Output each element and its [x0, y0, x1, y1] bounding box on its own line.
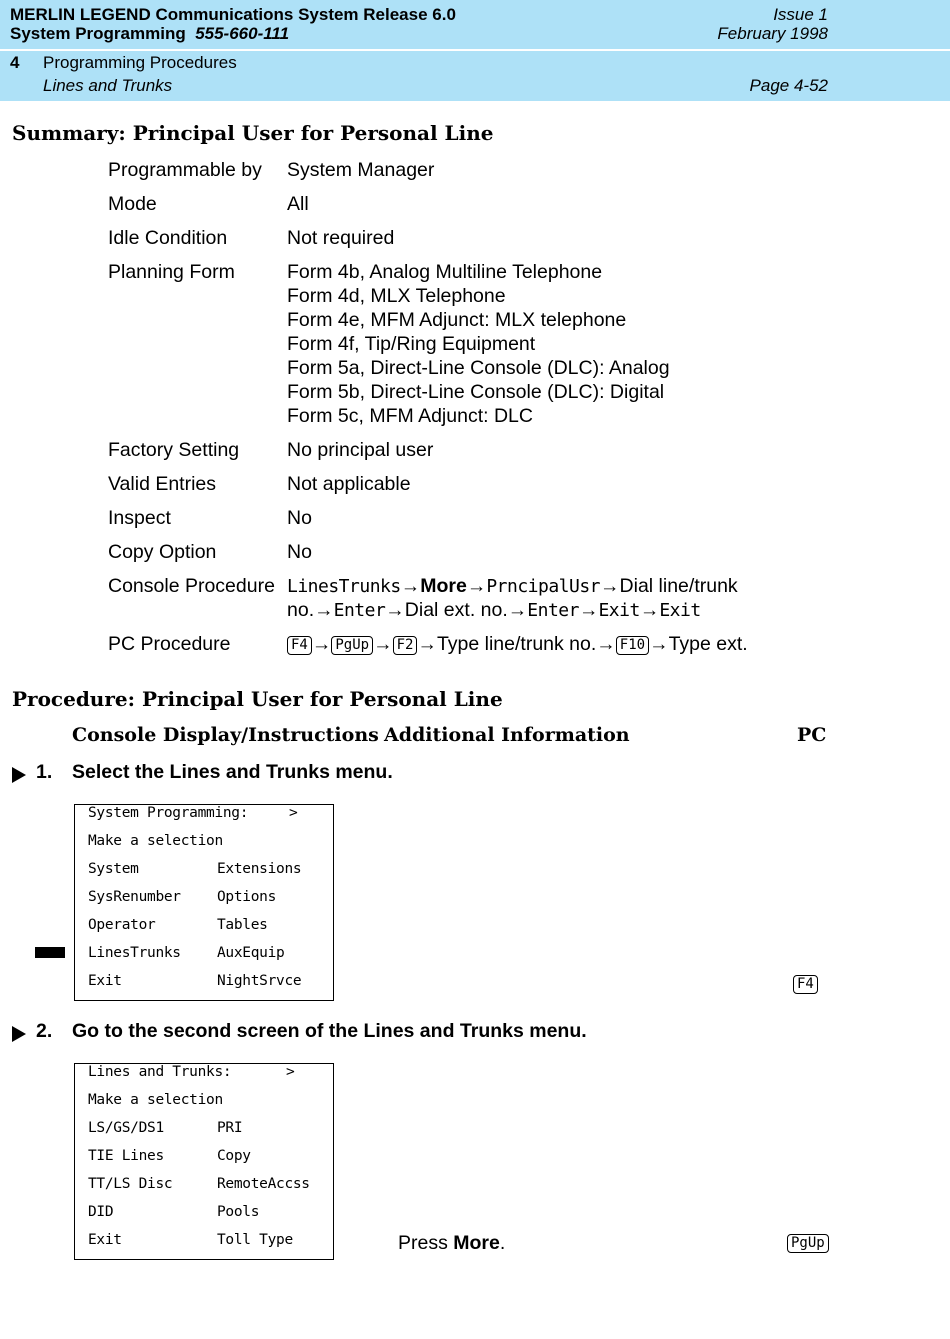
label-idle-condition: Idle Condition [108, 227, 228, 249]
screen-option-extensions[interactable]: Extensions [217, 861, 302, 877]
pgup-key-icon: PgUp [787, 1234, 829, 1253]
console-key: Exit [659, 600, 701, 621]
screen-more-indicator: > [289, 805, 298, 821]
arrow-glyph: → [639, 599, 660, 621]
doc-title [10, 24, 289, 44]
arrow-glyph: → [649, 633, 669, 655]
console-text: Dial ext. no. [404, 599, 508, 621]
selection-pointer-icon [35, 947, 65, 958]
pc-text: Type ext. [668, 633, 748, 655]
step2-additional-info [398, 1231, 505, 1255]
pc-key-step2 [787, 1234, 829, 1253]
planning-form-item: Form 4b, Analog Multiline Telephone [287, 261, 603, 283]
label-valid-entries: Valid Entries [108, 473, 217, 495]
screen-line: Make a selection [88, 833, 223, 849]
f10-key-icon: F10 [616, 636, 649, 655]
screen-option-tt-ls-disc[interactable]: TT/LS Disc [88, 1176, 173, 1192]
value-mode: All [287, 193, 309, 215]
arrow-glyph: → [596, 633, 616, 655]
screen-option-operator[interactable]: Operator [88, 917, 156, 933]
label-planning-form: Planning Form [108, 261, 235, 283]
section-title: Lines and Trunks [43, 76, 173, 95]
product-title: MERLIN LEGEND Communications System Release 6.0 [10, 5, 456, 24]
screen-option-tables[interactable]: Tables [217, 917, 268, 933]
planning-form-item: Form 4f, Tip/Ring Equipment [287, 333, 536, 355]
arrow-glyph: → [373, 633, 393, 655]
console-key: Exit [598, 600, 640, 621]
value-inspect: No [287, 507, 312, 529]
procedure-title: Procedure: Principal User for Personal Line [12, 687, 503, 711]
screen-option-pools[interactable]: Pools [217, 1204, 260, 1220]
console-text: no. [287, 599, 315, 621]
screen-option-toll-type[interactable]: Toll Type [217, 1232, 293, 1248]
label-inspect: Inspect [108, 507, 171, 529]
f2-key-icon: F2 [393, 636, 418, 655]
step-arrow-icon [12, 1026, 26, 1042]
planning-form-item: Form 5a, Direct-Line Console (DLC): Analog [287, 357, 670, 379]
label-console-procedure: Console Procedure [108, 575, 275, 597]
console-procedure-line1 [287, 574, 738, 599]
value-copy-option: No [287, 541, 312, 563]
planning-form-item: Form 5c, MFM Adjunct: DLC [287, 405, 533, 427]
screen-option-options[interactable]: Options [217, 889, 277, 905]
planning-form-item: Form 4d, MLX Telephone [287, 285, 506, 307]
screen-option-tie-lines[interactable]: TIE Lines [88, 1148, 164, 1164]
label-factory-setting: Factory Setting [108, 439, 240, 461]
screen-option-linestrunks[interactable]: LinesTrunks [88, 945, 181, 961]
doc-date: February 1998 [717, 24, 828, 43]
arrow-glyph: → [466, 575, 487, 597]
label-programmable-by: Programmable by [108, 159, 262, 181]
screen-option-did[interactable]: DID [88, 1204, 114, 1220]
label-copy-option: Copy Option [108, 541, 217, 563]
step-number: 1. [36, 761, 53, 783]
console-key: LinesTrunks [287, 576, 401, 597]
info-key-more: More [453, 1232, 500, 1254]
page-header [0, 0, 950, 101]
arrow-glyph: → [311, 633, 332, 655]
arrow-glyph: → [400, 575, 421, 597]
pc-key-step1 [793, 975, 818, 994]
step-instruction: Go to the second screen of the Lines and Trunks menu. [72, 1020, 587, 1042]
console-key: Enter [527, 600, 579, 621]
f4-key-icon: F4 [793, 975, 818, 994]
doc-title-text: System Programming [10, 24, 186, 43]
screen-option-exit[interactable]: Exit [88, 1232, 122, 1248]
pc-text: Type line/trunk no. [436, 633, 597, 655]
value-factory-setting: No principal user [287, 439, 434, 461]
screen-line: Lines and Trunks: [88, 1064, 232, 1080]
chapter-title: Programming Procedures [43, 53, 237, 72]
summary-title: Summary: Principal User for Personal Line [12, 121, 494, 145]
screen-option-auxequip[interactable]: AuxEquip [217, 945, 285, 961]
info-text: . [499, 1232, 506, 1254]
column-header-info: Additional Information [384, 724, 630, 746]
screen-more-indicator: > [286, 1064, 295, 1080]
console-screen-lines-and-trunks [74, 1063, 334, 1260]
step-instruction: Select the Lines and Trunks menu. [72, 761, 393, 783]
chapter-number: 4 [10, 53, 20, 72]
pgup-key-icon: PgUp [331, 636, 373, 655]
screen-line: Make a selection [88, 1092, 223, 1108]
header-divider [0, 49, 950, 51]
screen-option-exit[interactable]: Exit [88, 973, 122, 989]
screen-option-remoteaccss[interactable]: RemoteAccss [217, 1176, 310, 1192]
planning-form-list [287, 260, 670, 428]
value-idle-condition: Not required [287, 227, 395, 249]
console-key: More [420, 575, 467, 597]
planning-form-item: Form 5b, Direct-Line Console (DLC): Digital [287, 381, 665, 403]
issue-label: Issue 1 [773, 5, 828, 24]
screen-option-system[interactable]: System [88, 861, 139, 877]
screen-option-pri[interactable]: PRI [217, 1120, 243, 1136]
arrow-glyph: → [507, 599, 528, 621]
label-pc-procedure: PC Procedure [108, 633, 231, 655]
arrow-glyph: → [417, 633, 437, 655]
page-number: Page 4-52 [749, 76, 828, 95]
doc-number: 555-660-111 [195, 24, 290, 43]
arrow-glyph: → [578, 599, 599, 621]
value-valid-entries: Not applicable [287, 473, 411, 495]
arrow-glyph: → [600, 575, 620, 597]
screen-option-copy[interactable]: Copy [217, 1148, 251, 1164]
planning-form-item: Form 4e, MFM Adjunct: MLX telephone [287, 309, 627, 331]
pc-procedure-line [287, 632, 748, 656]
screen-option-ls-gs-ds1[interactable]: LS/GS/DS1 [88, 1120, 164, 1136]
screen-line: System Programming: [88, 805, 249, 821]
step-number: 2. [36, 1020, 53, 1042]
screen-option-sysrenumber[interactable]: SysRenumber [88, 889, 181, 905]
label-mode: Mode [108, 193, 157, 215]
f4-key-icon: F4 [287, 636, 312, 655]
console-key: Enter [333, 600, 386, 621]
console-procedure-line2 [287, 598, 701, 623]
console-screen-system-programming [74, 804, 334, 1001]
step-arrow-icon [12, 767, 26, 783]
console-key: PrncipalUsr [486, 576, 601, 597]
info-text: Press [398, 1232, 454, 1254]
value-programmable-by: System Manager [287, 159, 435, 181]
screen-option-nightsrvce[interactable]: NightSrvce [217, 973, 302, 989]
console-text: Dial line/trunk [619, 575, 738, 597]
column-header-console: Console Display/Instructions [72, 724, 379, 746]
arrow-glyph: → [314, 599, 334, 621]
column-header-pc: PC [797, 724, 827, 746]
arrow-glyph: → [385, 599, 405, 621]
